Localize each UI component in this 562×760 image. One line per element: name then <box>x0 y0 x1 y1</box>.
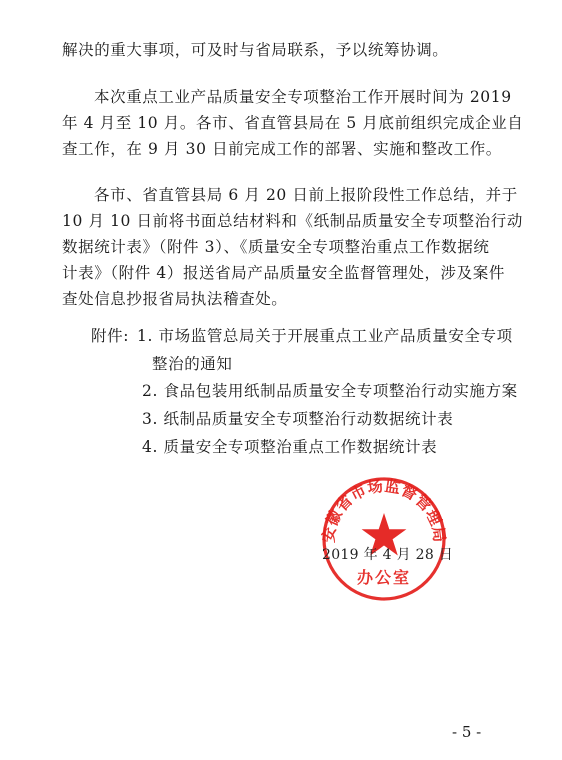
attachment-item-2: 2. 食品包装用纸制品质量安全专项整治行动实施方案 <box>142 382 518 400</box>
attachment-item-1-cont: 整治的通知 <box>152 355 233 373</box>
body-line-6: 10 月 10 日前将书面总结材料和《纸制品质量安全专项整治行动 <box>62 212 523 230</box>
body-line-2: 本次重点工业产品质量安全专项整治工作开展时间为 2019 <box>94 88 512 106</box>
body-line-4: 查工作，在 9 月 30 日前完成工作的部署、实施和整改工作。 <box>62 140 502 158</box>
attachment-item-1: 1. 市场监管总局关于开展重点工业产品质量安全专项 <box>137 327 513 345</box>
body-line-1: 解决的重大事项，可及时与省局联系，予以统筹协调。 <box>62 41 449 59</box>
body-line-5: 各市、省直管县局 6 月 20 日前上报阶段性工作总结，并于 <box>94 186 518 204</box>
attachment-item-3: 3. 纸制品质量安全专项整治行动数据统计表 <box>142 410 454 428</box>
attachment-item-4: 4. 质量安全专项整治重点工作数据统计表 <box>142 438 438 456</box>
body-line-7: 数据统计表》（附件 3）、《质量安全专项整治重点工作数据统 <box>62 238 490 256</box>
body-line-8: 计表》（附件 4）报送省局产品质量安全监督管理处，涉及案件 <box>62 264 505 282</box>
seal-arc-textpath: 安徽省市场监督管理局 <box>320 476 448 544</box>
attachments-label: 附件: <box>91 327 130 345</box>
body-line-3: 年 4 月至 10 月。各市、省直管县局在 5 月底前组织完成企业自 <box>62 114 524 132</box>
page-number: - 5 - <box>452 723 482 741</box>
seal-bottom-text: 办公室 <box>356 568 412 587</box>
body-line-9: 查处信息抄报省局执法稽查处。 <box>62 290 288 308</box>
document-date: 2019 年 4 月 28 日 <box>322 547 454 563</box>
official-seal <box>320 475 448 603</box>
